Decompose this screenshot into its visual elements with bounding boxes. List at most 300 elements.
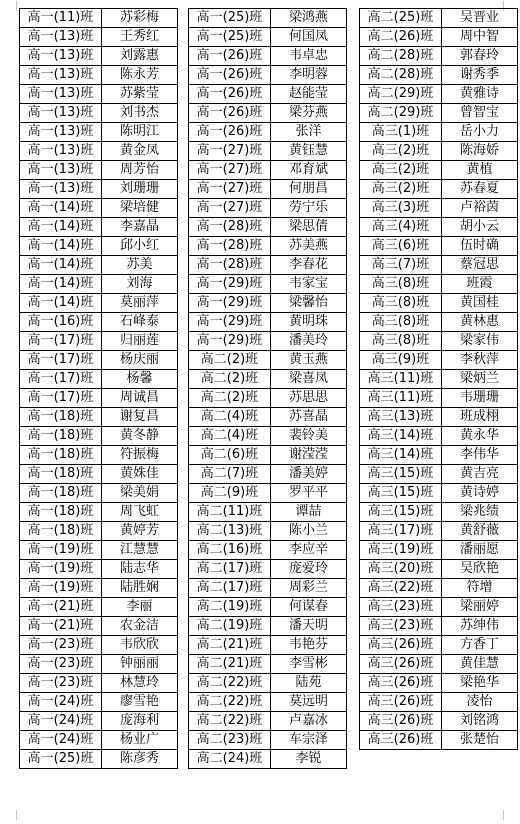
- class-cell: 高三(26)班: [360, 636, 442, 655]
- student-name-cell: 李锐: [271, 750, 347, 769]
- student-name-cell: 韦珊珊: [442, 389, 518, 408]
- class-cell: 高三(22)班: [360, 579, 442, 598]
- table-row: [189, 28, 347, 47]
- class-cell: 高二(26)班: [360, 28, 442, 47]
- class-cell: 高三(26)班: [360, 693, 442, 712]
- table-row: [20, 617, 178, 636]
- student-name-cell: 归丽莲: [102, 332, 178, 351]
- student-name-cell: 张洋: [271, 123, 347, 142]
- student-name-cell: 杨馨: [102, 370, 178, 389]
- class-cell: 高三(17)班: [360, 522, 442, 541]
- class-cell: 高三(7)班: [360, 256, 442, 275]
- table-row: [189, 275, 347, 294]
- table-row: [189, 9, 347, 28]
- table-row: [360, 256, 518, 275]
- class-cell: 高二(6)班: [189, 446, 271, 465]
- table-row: [360, 104, 518, 123]
- class-cell: 高一(27)班: [189, 199, 271, 218]
- student-name-cell: 黄玉燕: [271, 351, 347, 370]
- student-name-cell: 石峰泰: [102, 313, 178, 332]
- class-cell: 高一(13)班: [20, 85, 102, 104]
- table-row: [360, 408, 518, 427]
- table-row: [189, 541, 347, 560]
- student-name-cell: 陆志华: [102, 560, 178, 579]
- student-name-cell: 梁兆绩: [442, 503, 518, 522]
- class-cell: 高一(14)班: [20, 294, 102, 313]
- table-row: [189, 636, 347, 655]
- table-row: [360, 484, 518, 503]
- student-name-cell: 苏喜晶: [271, 408, 347, 427]
- class-cell: 高三(1)班: [360, 123, 442, 142]
- table-row: [360, 142, 518, 161]
- student-name-cell: 谢秀季: [442, 66, 518, 85]
- class-cell: 高一(27)班: [189, 142, 271, 161]
- class-cell: 高一(14)班: [20, 275, 102, 294]
- student-name-cell: 岳小力: [442, 123, 518, 142]
- class-cell: 高三(23)班: [360, 598, 442, 617]
- class-cell: 高一(13)班: [20, 47, 102, 66]
- student-name-cell: 苏绅伟: [442, 617, 518, 636]
- class-cell: 高二(19)班: [189, 617, 271, 636]
- student-name-cell: 黄金凤: [102, 142, 178, 161]
- table-row: [20, 47, 178, 66]
- table-row: [189, 161, 347, 180]
- student-name-cell: 何国凤: [271, 28, 347, 47]
- table-row: [189, 750, 347, 769]
- class-cell: 高三(6)班: [360, 237, 442, 256]
- class-cell: 高一(26)班: [189, 85, 271, 104]
- class-cell: 高一(25)班: [189, 9, 271, 28]
- student-name-cell: 韦欣欣: [102, 636, 178, 655]
- table-row: [189, 503, 347, 522]
- table-row: [360, 446, 518, 465]
- class-cell: 高一(23)班: [20, 655, 102, 674]
- class-cell: 高三(8)班: [360, 313, 442, 332]
- student-name-cell: 李雪彬: [271, 655, 347, 674]
- student-name-cell: 李应辛: [271, 541, 347, 560]
- class-cell: 高一(18)班: [20, 427, 102, 446]
- student-name-cell: 苏春夏: [442, 180, 518, 199]
- student-name-cell: 赵能莹: [271, 85, 347, 104]
- table-row: [20, 85, 178, 104]
- class-cell: 高三(26)班: [360, 655, 442, 674]
- class-cell: 高二(22)班: [189, 693, 271, 712]
- class-cell: 高二(22)班: [189, 712, 271, 731]
- class-cell: 高一(18)班: [20, 522, 102, 541]
- table-row: [189, 294, 347, 313]
- class-cell: 高一(29)班: [189, 294, 271, 313]
- table-row: [20, 28, 178, 47]
- student-name-cell: 杨庆丽: [102, 351, 178, 370]
- table-row: [360, 237, 518, 256]
- roster-table-2: [188, 8, 347, 769]
- student-name-cell: 卢嘉冰: [271, 712, 347, 731]
- table-row: [20, 237, 178, 256]
- class-cell: 高二(13)班: [189, 522, 271, 541]
- class-cell: 高一(17)班: [20, 332, 102, 351]
- table-row: [360, 427, 518, 446]
- student-name-cell: 梁炳兰: [442, 370, 518, 389]
- student-name-cell: 周彩兰: [271, 579, 347, 598]
- student-name-cell: 黄明珠: [271, 313, 347, 332]
- student-name-cell: 何谋春: [271, 598, 347, 617]
- table-row: [189, 408, 347, 427]
- table-row: [20, 161, 178, 180]
- student-name-cell: 杨业广: [102, 731, 178, 750]
- class-cell: 高二(11)班: [189, 503, 271, 522]
- table-row: [20, 408, 178, 427]
- student-name-cell: 陆胜娴: [102, 579, 178, 598]
- student-name-cell: 苏美: [102, 256, 178, 275]
- student-name-cell: 谭喆: [271, 503, 347, 522]
- roster-table-1: [19, 8, 178, 769]
- class-cell: 高一(19)班: [20, 579, 102, 598]
- class-cell: 高一(26)班: [189, 66, 271, 85]
- student-name-cell: 裴铃美: [271, 427, 347, 446]
- student-name-cell: 陈明江: [102, 123, 178, 142]
- class-cell: 高二(2)班: [189, 370, 271, 389]
- student-name-cell: 李伟华: [442, 446, 518, 465]
- table-row: [360, 9, 518, 28]
- student-name-cell: 刘海: [102, 275, 178, 294]
- table-row: [189, 256, 347, 275]
- class-cell: 高一(21)班: [20, 598, 102, 617]
- class-cell: 高一(27)班: [189, 161, 271, 180]
- student-name-cell: 黄诗婷: [442, 484, 518, 503]
- class-cell: 高一(25)班: [189, 28, 271, 47]
- table-row: [20, 370, 178, 389]
- table-row: [360, 655, 518, 674]
- table-row: [20, 674, 178, 693]
- class-cell: 高一(18)班: [20, 484, 102, 503]
- student-name-cell: 方香丁: [442, 636, 518, 655]
- class-cell: 高一(13)班: [20, 28, 102, 47]
- student-name-cell: 刘露惠: [102, 47, 178, 66]
- student-name-cell: 黄舒薇: [442, 522, 518, 541]
- table-row: [20, 294, 178, 313]
- table-row: [20, 484, 178, 503]
- student-name-cell: 梁艳华: [442, 674, 518, 693]
- class-cell: 高二(17)班: [189, 560, 271, 579]
- class-cell: 高一(26)班: [189, 123, 271, 142]
- class-cell: 高一(14)班: [20, 199, 102, 218]
- class-cell: 高一(19)班: [20, 560, 102, 579]
- class-cell: 高一(18)班: [20, 503, 102, 522]
- class-cell: 高一(23)班: [20, 674, 102, 693]
- student-name-cell: 苏紫莹: [102, 85, 178, 104]
- student-name-cell: 韦艳芬: [271, 636, 347, 655]
- student-name-cell: 谢滢滢: [271, 446, 347, 465]
- table-row: [20, 579, 178, 598]
- class-cell: 高三(8)班: [360, 332, 442, 351]
- table-row: [189, 104, 347, 123]
- student-name-cell: 李秋萍: [442, 351, 518, 370]
- table-row: [189, 427, 347, 446]
- student-name-cell: 陆苑: [271, 674, 347, 693]
- class-cell: 高一(13)班: [20, 66, 102, 85]
- table-row: [20, 636, 178, 655]
- student-name-cell: 黄雅诗: [442, 85, 518, 104]
- class-cell: 高一(11)班: [20, 9, 102, 28]
- table-row: [189, 351, 347, 370]
- student-name-cell: 黄永华: [442, 427, 518, 446]
- class-cell: 高一(18)班: [20, 465, 102, 484]
- table-row: [360, 617, 518, 636]
- table-row: [20, 351, 178, 370]
- class-cell: 高三(9)班: [360, 351, 442, 370]
- student-name-cell: 刘书杰: [102, 104, 178, 123]
- table-row: [360, 693, 518, 712]
- class-cell: 高二(9)班: [189, 484, 271, 503]
- table-row: [20, 256, 178, 275]
- class-cell: 高一(25)班: [20, 750, 102, 769]
- table-row: [20, 598, 178, 617]
- table-row: [20, 9, 178, 28]
- student-name-cell: 郭春玲: [442, 47, 518, 66]
- class-cell: 高一(27)班: [189, 180, 271, 199]
- student-name-cell: 苏美燕: [271, 237, 347, 256]
- table-row: [20, 142, 178, 161]
- student-name-cell: 梁丽婷: [442, 598, 518, 617]
- student-name-cell: 陈彦秀: [102, 750, 178, 769]
- student-name-cell: 黄吉亮: [442, 465, 518, 484]
- table-row: [360, 731, 518, 750]
- student-name-cell: 黄国桂: [442, 294, 518, 313]
- student-name-cell: 班成栩: [442, 408, 518, 427]
- class-cell: 高三(13)班: [360, 408, 442, 427]
- class-cell: 高二(25)班: [360, 9, 442, 28]
- student-name-cell: 苏彩梅: [102, 9, 178, 28]
- table-row: [189, 712, 347, 731]
- class-cell: 高一(14)班: [20, 218, 102, 237]
- table-row: [20, 503, 178, 522]
- class-cell: 高一(16)班: [20, 313, 102, 332]
- student-name-cell: 韦家宝: [271, 275, 347, 294]
- class-cell: 高一(18)班: [20, 408, 102, 427]
- student-name-cell: 吴晋业: [442, 9, 518, 28]
- student-name-cell: 凌怡: [442, 693, 518, 712]
- student-name-cell: 廖雪艳: [102, 693, 178, 712]
- table-row: [189, 66, 347, 85]
- table-row: [360, 85, 518, 104]
- student-name-cell: 李春花: [271, 256, 347, 275]
- class-cell: 高二(19)班: [189, 598, 271, 617]
- class-cell: 高三(23)班: [360, 617, 442, 636]
- table-row: [20, 750, 178, 769]
- class-cell: 高三(8)班: [360, 294, 442, 313]
- table-row: [360, 579, 518, 598]
- table-row: [189, 598, 347, 617]
- table-row: [189, 693, 347, 712]
- student-name-cell: 梁芬燕: [271, 104, 347, 123]
- class-cell: 高二(7)班: [189, 465, 271, 484]
- student-name-cell: 胡小云: [442, 218, 518, 237]
- student-name-cell: 周诚昌: [102, 389, 178, 408]
- table-row: [20, 389, 178, 408]
- class-cell: 高一(28)班: [189, 256, 271, 275]
- student-name-cell: 车宗泽: [271, 731, 347, 750]
- class-cell: 高一(21)班: [20, 617, 102, 636]
- class-cell: 高一(24)班: [20, 693, 102, 712]
- table-row: [20, 446, 178, 465]
- class-cell: 高一(23)班: [20, 636, 102, 655]
- table-row: [20, 731, 178, 750]
- table-row: [360, 636, 518, 655]
- table-row: [360, 332, 518, 351]
- table-row: [360, 541, 518, 560]
- student-name-cell: 莫远明: [271, 693, 347, 712]
- student-name-cell: 吴欣艳: [442, 560, 518, 579]
- table-row: [360, 560, 518, 579]
- class-cell: 高三(20)班: [360, 560, 442, 579]
- student-name-cell: 班霞: [442, 275, 518, 294]
- student-name-cell: 周芳怡: [102, 161, 178, 180]
- class-cell: 高三(26)班: [360, 731, 442, 750]
- class-cell: 高一(29)班: [189, 332, 271, 351]
- student-name-cell: 江慧慧: [102, 541, 178, 560]
- student-name-cell: 陈海娇: [442, 142, 518, 161]
- table-row: [189, 389, 347, 408]
- student-name-cell: 潘丽愿: [442, 541, 518, 560]
- student-name-cell: 陈永芳: [102, 66, 178, 85]
- table-row: [189, 370, 347, 389]
- table-row: [360, 294, 518, 313]
- table-row: [360, 161, 518, 180]
- student-name-cell: 何朋昌: [271, 180, 347, 199]
- table-row: [360, 313, 518, 332]
- class-cell: 高二(2)班: [189, 351, 271, 370]
- table-row: [20, 332, 178, 351]
- student-name-cell: 李丽: [102, 598, 178, 617]
- table-row: [189, 313, 347, 332]
- student-name-cell: 梁馨怡: [271, 294, 347, 313]
- table-row: [20, 465, 178, 484]
- table-row: [360, 123, 518, 142]
- student-name-cell: 陈小兰: [271, 522, 347, 541]
- class-cell: 高二(29)班: [360, 104, 442, 123]
- table-row: [360, 712, 518, 731]
- table-row: [360, 522, 518, 541]
- table-row: [360, 218, 518, 237]
- class-cell: 高一(17)班: [20, 351, 102, 370]
- student-name-cell: 李嘉晶: [102, 218, 178, 237]
- table-row: [189, 617, 347, 636]
- table-row: [360, 465, 518, 484]
- table-row: [189, 522, 347, 541]
- student-name-cell: 韦卓忠: [271, 47, 347, 66]
- student-name-cell: 周飞虹: [102, 503, 178, 522]
- class-cell: 高一(26)班: [189, 47, 271, 66]
- table-row: [360, 199, 518, 218]
- page-corner-mark: [503, 810, 514, 820]
- table-row: [360, 275, 518, 294]
- table-row: [360, 389, 518, 408]
- table-row: [20, 199, 178, 218]
- table-row: [189, 465, 347, 484]
- student-name-cell: 黄植: [442, 161, 518, 180]
- table-row: [189, 199, 347, 218]
- student-name-cell: 符振梅: [102, 446, 178, 465]
- student-name-cell: 黄姝佳: [102, 465, 178, 484]
- class-cell: 高二(28)班: [360, 47, 442, 66]
- class-cell: 高二(23)班: [189, 731, 271, 750]
- table-row: [20, 693, 178, 712]
- class-cell: 高三(14)班: [360, 446, 442, 465]
- table-row: [360, 598, 518, 617]
- student-name-cell: 邓育斌: [271, 161, 347, 180]
- class-cell: 高三(26)班: [360, 712, 442, 731]
- student-name-cell: 梁喜凤: [271, 370, 347, 389]
- class-cell: 高二(21)班: [189, 636, 271, 655]
- student-name-cell: 劳宁乐: [271, 199, 347, 218]
- student-name-cell: 蔡冠思: [442, 256, 518, 275]
- student-name-cell: 符增: [442, 579, 518, 598]
- class-cell: 高二(22)班: [189, 674, 271, 693]
- class-cell: 高三(11)班: [360, 389, 442, 408]
- class-cell: 高二(17)班: [189, 579, 271, 598]
- table-row: [189, 484, 347, 503]
- student-name-cell: 钟丽丽: [102, 655, 178, 674]
- table-row: [360, 66, 518, 85]
- student-name-cell: 伍时确: [442, 237, 518, 256]
- table-row: [189, 218, 347, 237]
- class-cell: 高一(29)班: [189, 275, 271, 294]
- table-row: [20, 313, 178, 332]
- student-name-cell: 莫丽萍: [102, 294, 178, 313]
- student-name-cell: 潘美玲: [271, 332, 347, 351]
- class-cell: 高二(28)班: [360, 66, 442, 85]
- table-row: [360, 503, 518, 522]
- table-row: [20, 541, 178, 560]
- table-row: [360, 28, 518, 47]
- student-name-cell: 潘天明: [271, 617, 347, 636]
- class-cell: 高一(13)班: [20, 180, 102, 199]
- class-cell: 高三(15)班: [360, 503, 442, 522]
- table-row: [20, 427, 178, 446]
- student-name-cell: 卢裕茵: [442, 199, 518, 218]
- class-cell: 高三(4)班: [360, 218, 442, 237]
- student-name-cell: 李明蓉: [271, 66, 347, 85]
- table-row: [360, 180, 518, 199]
- student-name-cell: 庞爱玲: [271, 560, 347, 579]
- class-cell: 高一(29)班: [189, 313, 271, 332]
- table-row: [189, 579, 347, 598]
- class-cell: 高一(13)班: [20, 142, 102, 161]
- class-cell: 高三(19)班: [360, 541, 442, 560]
- table-row: [189, 85, 347, 104]
- class-cell: 高一(18)班: [20, 446, 102, 465]
- table-row: [189, 731, 347, 750]
- table-row: [20, 275, 178, 294]
- class-cell: 高一(14)班: [20, 237, 102, 256]
- student-name-cell: 梁鸿燕: [271, 9, 347, 28]
- table-row: [20, 560, 178, 579]
- student-name-cell: 黄钰慧: [271, 142, 347, 161]
- table-row: [20, 66, 178, 85]
- class-cell: 高一(13)班: [20, 161, 102, 180]
- student-name-cell: 梁培健: [102, 199, 178, 218]
- student-name-cell: 王秀红: [102, 28, 178, 47]
- table-row: [189, 674, 347, 693]
- student-name-cell: 黄冬静: [102, 427, 178, 446]
- table-row: [189, 142, 347, 161]
- table-row: [189, 237, 347, 256]
- table-row: [189, 655, 347, 674]
- class-cell: 高三(2)班: [360, 180, 442, 199]
- class-cell: 高三(15)班: [360, 465, 442, 484]
- table-row: [189, 332, 347, 351]
- class-cell: 高三(26)班: [360, 674, 442, 693]
